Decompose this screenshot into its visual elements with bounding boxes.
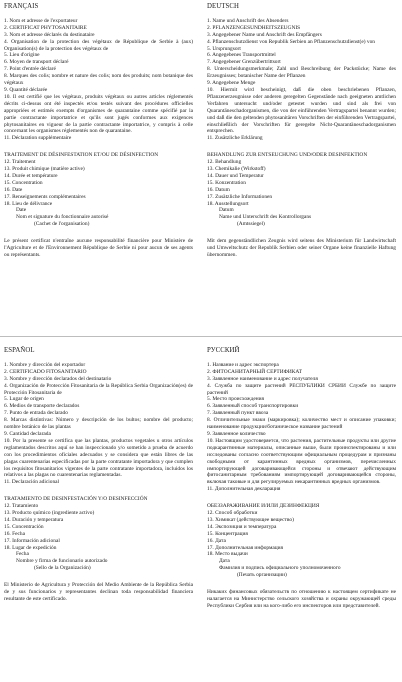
- field-label: 8. Отличительные знаки (маркировка); количество мест и описание упаковки; наименование продукции/ботаническое название растений: [207, 417, 396, 431]
- field-label: 5. Lieu d'origine: [4, 52, 40, 59]
- field-label: 4. Pflanzenschutzdienst von Republik Serbien an Pflanzenschutzdienst(e) von: [207, 38, 375, 45]
- field-label: 8. Unterscheidungsmerkmale; Zahl und Beschreibung der Packstücke; Name des Erzeugnisses; botanischer Name der Pflanzen: [207, 66, 396, 80]
- field-label: 17. Zusätzliche Informationen: [207, 193, 273, 200]
- field-label: 7. Angegebener Grenzübertrittsort: [207, 59, 281, 66]
- field-label: 1. Nom et adresse de l'exportateur: [4, 17, 78, 24]
- field-label: 14. Duración y temperatura: [4, 516, 64, 523]
- liability-note: Никаких финансовых обязательств по отношению к настоящем сертификате не налагается на Министерство сельского хозяйства и охраны окружающей среды Республики Сербия или на кого-либо его инспекторов или представителей.: [207, 589, 396, 609]
- field-label: 16. Дата: [207, 537, 226, 544]
- field-label: 15. Concentración: [4, 523, 44, 530]
- field-label: 9. Quantité déclarée: [4, 86, 48, 93]
- field-label: 6. Moyen de transport déclaré: [4, 59, 69, 66]
- field-label: 3. Angegebener Name und Anschrift des Empfängers: [207, 31, 322, 38]
- stamp-line: (Cachet de l'organisation): [34, 221, 90, 228]
- stamp-line: (Sello de la Organización): [34, 565, 91, 572]
- field-label: 14. Экспозиция и температура: [207, 523, 277, 530]
- treatment-title: TRATAMIENTO DE DESINFESTACIÓN Y/O DESINFECCIÓN: [4, 496, 148, 503]
- field-label: 12. Способ обработки: [207, 510, 258, 517]
- field-label: 11. Déclaration supplémentaire: [4, 135, 72, 142]
- stamp-line: (Печать организации): [237, 572, 287, 579]
- section-heading: РУССКИЙ: [207, 347, 240, 354]
- signature-line: Name und Unterschrift des Kontrollorgans: [219, 214, 312, 221]
- field-label: 13. Chemikalie (Wirkstoff): [207, 166, 266, 173]
- signature-line: Фамилия и подпись официального уполномоченного: [219, 565, 341, 572]
- field-label: 12. Tratamiento: [4, 503, 39, 510]
- field-label: 7. Заявленный пункт ввоза: [207, 410, 269, 417]
- field-label: 3. Nombre y dirección declarados del destinatario: [4, 375, 112, 382]
- field-label: 13. Химикат (действующее вещество): [207, 516, 294, 523]
- field-label: 14. Dauer und Temperatur: [207, 172, 264, 179]
- field-label: 14. Durée et température: [4, 172, 58, 179]
- field-label: 6. Заявленный способ транспортировки: [207, 403, 299, 410]
- field-label: 5. Lugar de origen: [4, 396, 44, 403]
- field-label: 7. Punto de entrada declarado: [4, 410, 68, 417]
- field-label: 3. Заявленное наименование и адрес получателя: [207, 375, 318, 382]
- certification-text: 10. Por la presente se certifica que las plantas, productos vegetales u otros artículos reglamentados descritos aquí se han inspeccionado y/o sometido a prueba de acuerdo con los procedimientos oficiales adecuados y se considera que están libres de las plagas cuarentenarias especificadas por la parte contratante importadora y que cumplen los requisitos fitosanitarios vigentes de la parte contratante importadora, incluidos los relativos a las plagas no cuarentenarias reglamentadas.: [4, 437, 193, 479]
- field-label: 6. Angegebenes Transportmittel: [207, 52, 276, 59]
- field-label: 13. Producto químico (ingrediente activo): [4, 510, 95, 517]
- certification-text: 10. Настоящим удостоверяется, что растения, растительные продукты или другие подкарантинные материалы, описанные выше, были проинспектированы и или исследованы согласно соответствующим официальным процедурам и признаны свободными от карантинных вредных организмов, перечисленных импортирующей договаривающейся стороны и отвечают действующим фитосанитарным требованиям импортирующей договаривающейся стороны, включая таковые и для регулируемых некарантинных вредных организмов.: [207, 437, 396, 486]
- field-label: 15. Concentration: [4, 179, 43, 186]
- section-heading: ESPAÑOL: [4, 347, 35, 354]
- field-label: 2. PFLANZENGESUNDHEITSZEUGNIS: [207, 24, 301, 31]
- section-russkiy: [207, 348, 396, 610]
- date-line: Fecha: [16, 551, 29, 558]
- treatment-title: TRAITEMENT DE DÉSINFESTATION ET/OU DE DÉSINFECTION: [4, 152, 159, 159]
- liability-note: Le présent certificat n'entraîne aucune responsabilité financière pour Ministère de l'Agriculture et de l'Environnement République de Serbie ni pour aucun de ses agents ou représentants.: [4, 238, 193, 258]
- field-label: 1. Name und Anschrift des Absenders: [207, 17, 289, 24]
- field-label: 18. Место выдачи: [207, 551, 248, 558]
- field-label: 15. Концентрация: [207, 530, 248, 537]
- field-label: 5. Место происхождения: [207, 396, 265, 403]
- field-label: 5. Ursprungsort: [207, 45, 241, 52]
- field-label: 11. Дополнительная декларация: [207, 486, 281, 493]
- section-francais: [4, 4, 193, 259]
- stamp-line: (Amtssiegel): [237, 221, 265, 228]
- section-espanol: [4, 348, 193, 603]
- field-label: 9. Angegebene Menge: [207, 80, 256, 87]
- signature-line: Nom et signature du fonctionnaire autorisé: [16, 214, 109, 221]
- field-label: 17. Дополнительная информация: [207, 544, 284, 551]
- field-label: 2. CERTIFICADO FITOSANITARIO: [4, 368, 87, 375]
- field-label: 1. Название и адрес экспортера: [207, 361, 279, 368]
- field-label: 1. Nombre y dirección del exportador: [4, 361, 86, 368]
- field-label: 9. Cantidad declarada: [4, 430, 51, 437]
- date-line: Datum: [219, 207, 234, 214]
- field-label: 16. Date: [4, 186, 23, 193]
- section-heading: FRANÇAIS: [4, 3, 39, 10]
- field-label: 2. CERTIFICAT PHYTOSANITAIRE: [4, 24, 87, 31]
- field-label: 13. Produit chimique (matière active): [4, 166, 85, 173]
- field-label: 11. Zusätzliche Erklärung: [207, 135, 263, 142]
- field-label: 2. ФИТОСАНИТАРНЫЙ СЕРТИФИКАТ: [207, 368, 303, 375]
- signature-line: Nombre y firma de funcionario autorizado: [16, 558, 108, 565]
- field-label: 16. Datum: [207, 186, 230, 193]
- field-label: 18. Lugar de expedición: [4, 544, 57, 551]
- field-label: 8. Marcas distintivas: Número y descripción de los bultos; nombre del producto; nombre botánico de las plantas: [4, 417, 193, 431]
- field-label: 12. Behandlung: [207, 159, 242, 166]
- treatment-title: ОБЕЗЗАРАЖИВАНИЕ И/ИЛИ ДЕЗИНФЕКЦИЯ: [207, 503, 320, 510]
- field-label: 7. Point d'entrée déclaré: [4, 66, 56, 73]
- field-label: 18. Ausstellungsort: [207, 200, 249, 207]
- date-line: Дата: [219, 558, 230, 565]
- field-label: 4. Organización de Protección Fitosanitaria de la República Serbia Organización(es) de Protección Fitosanitaria de: [4, 382, 193, 396]
- field-label: 3. Nom et adresse déclarés du destinataire: [4, 31, 95, 38]
- certification-text: 10. Il est certifié que les végétaux, produits végétaux ou autres articles réglementés décrits ci-dessus ont été inspectés et/ou testés suivant des procédures officielles appropriées et estimés exempts d'organismes de quarantaine comme spécifié par la partie contractante importatrice et qu'ils sont jugés conformes aux exigences phytosanitaires en vigueur de la partie contractante importatrice, y compris à celle concernant les organismes réglementés non de quarantaine.: [4, 93, 193, 135]
- field-label: 17. Información adicional: [4, 537, 60, 544]
- field-label: 15. Konzentration: [207, 179, 246, 186]
- liability-note: El Ministerio de Agricultura y Protección del Medio Ambiente de la República Serbia de y sus funcionarios y representantes declinan toda responsabilidad financiera resultante de este certificado.: [4, 582, 193, 602]
- field-label: 16. Fecha: [4, 530, 25, 537]
- treatment-title: BEHANDLUNG ZUR ENTSEUCHUNG UND/ODER DESINFEKTION: [207, 152, 368, 159]
- field-label: 8. Marques des colis; nombre et nature des colis; nom des produits; nom botanique des végétaux: [4, 73, 193, 87]
- field-label: 4. Служба по защите растений РЕСПУБЛИКИ СРБИИ Службе по защите растений: [207, 382, 396, 396]
- certification-text: 10. Hiermit wird bescheinigt, daß die oben beschriebenen Pflanzen, Pflanzenerzeugnisse oder anderen geregelten Gegenstände nach geeigneten amtlichen Verfahren untersucht und/oder getestet wurden und sind als frei von Quarantäneschadorganismen, die von der einführenden Vertragspartei benannt wurden; und daß die den geltenden phytosanitären Vorschriften der einführenden Vertragspartei, einschließlich der Vorschriften für geregelte Nicht-Quarantäneschadorganismen entsprechen.: [207, 86, 396, 135]
- field-label: 12. Traitement: [4, 159, 36, 166]
- field-label: 4. Organisation de la protection des végétaux de République de Serbie à (aux) Organisation(s) de la protection des végétaux de: [4, 38, 193, 52]
- field-label: 18. Lieu de délivrance: [4, 200, 53, 207]
- liability-note: Mit dem gegenständlichen Zeugnis wird seitens des Ministerium für Landwirtschaft und Umweltschutz der Republik Serbien oder seiner Organe keine finanzielle Haftung übernommen.: [207, 238, 396, 258]
- field-label: 11. Declaración adicional: [4, 479, 60, 486]
- field-label: 17. Renseignements complémentaires: [4, 193, 86, 200]
- field-label: 9. Заявленное количество: [207, 430, 266, 437]
- date-line: Date: [16, 207, 27, 214]
- section-divider: [0, 336, 402, 337]
- section-deutsch: [207, 4, 396, 259]
- field-label: 6. Medios de transporte declarados: [4, 403, 80, 410]
- section-heading: DEUTSCH: [207, 3, 240, 10]
